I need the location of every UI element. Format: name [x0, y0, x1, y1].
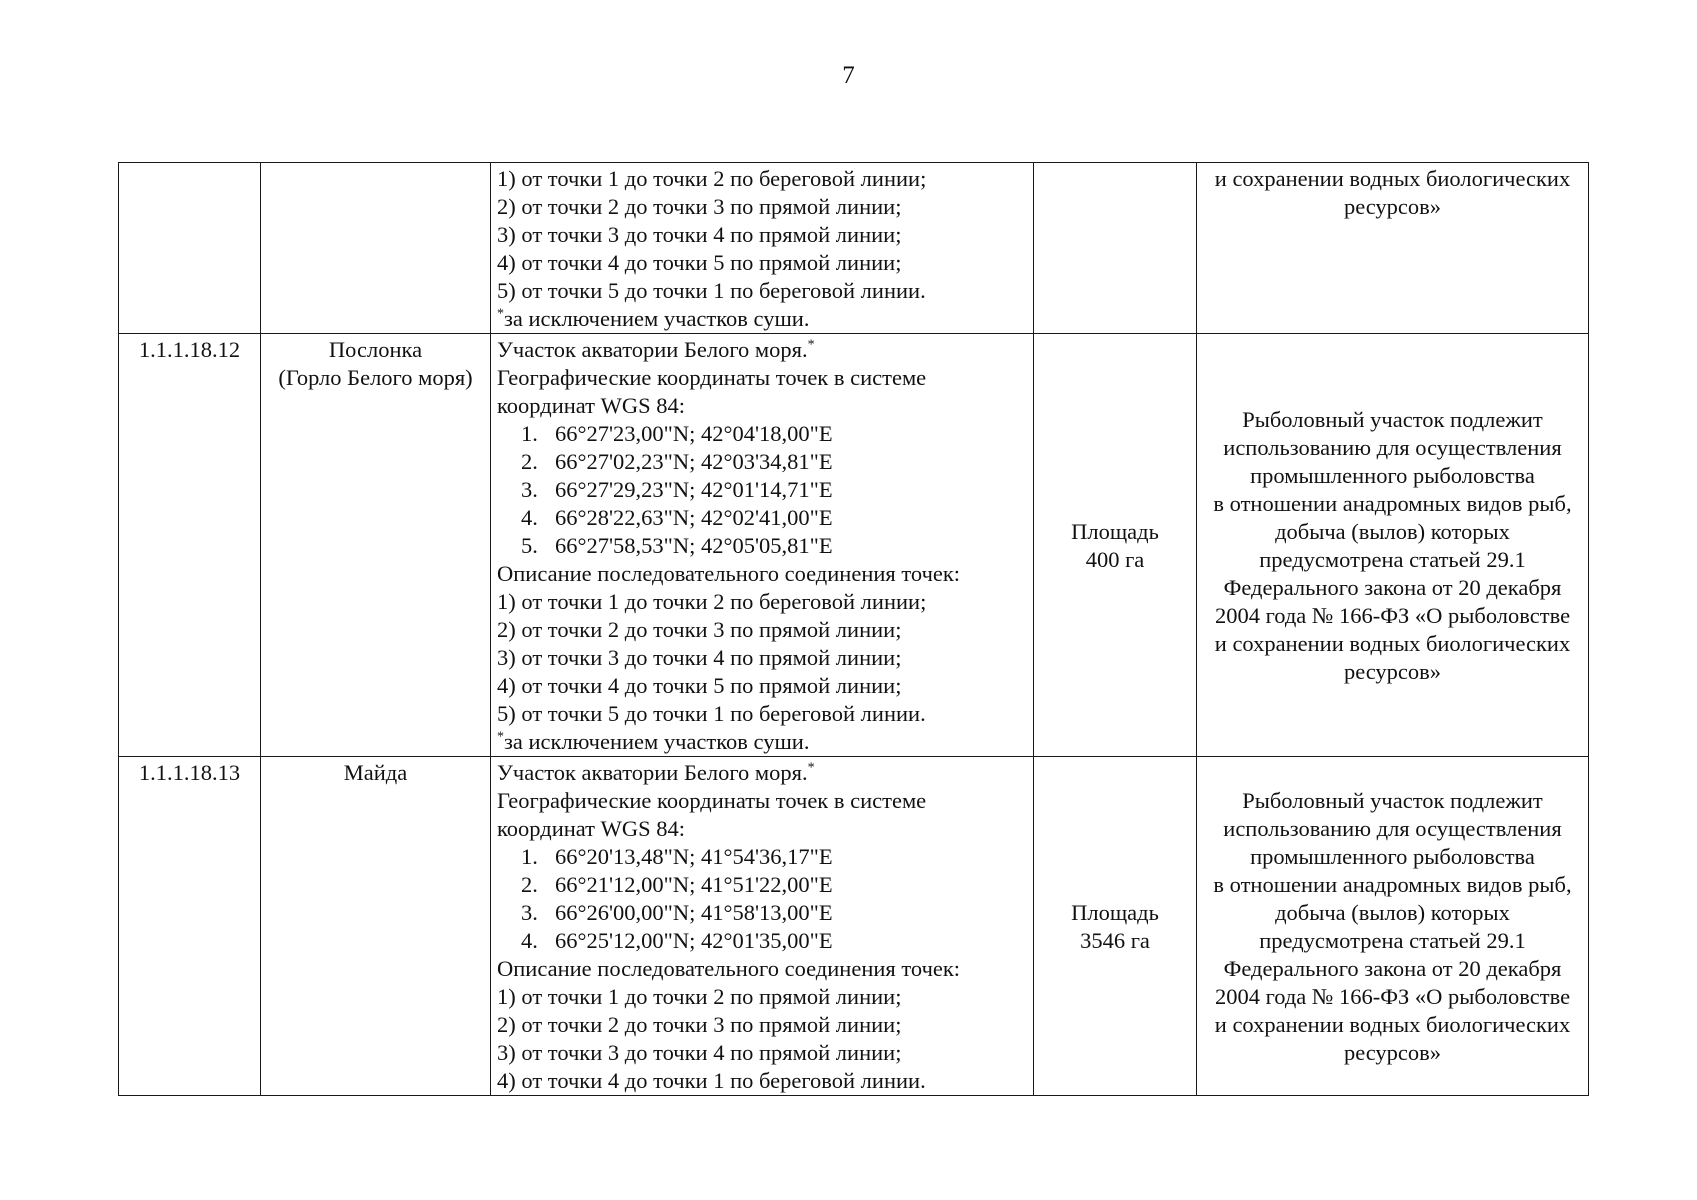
connection-title: Описание последовательного соединения точек:	[497, 561, 961, 586]
coords-intro: координат WGS 84:	[497, 816, 686, 841]
note-line: предусмотрена статьей 29.1	[1259, 928, 1526, 953]
footnote-line	[497, 305, 1027, 333]
note-line: промышленного рыболовства	[1250, 463, 1535, 488]
area-header: Участок акватории Белого моря.*	[497, 760, 815, 785]
connection-line: 2) от точки 2 до точки 3 по прямой линии;	[497, 194, 902, 219]
note-line: и сохранении водных биологических	[1214, 1012, 1571, 1037]
note-line: в отношении анадромных видов рыб,	[1213, 491, 1572, 516]
note-line: Рыболовный участок подлежит	[1242, 788, 1543, 813]
area-name: Майда	[343, 760, 408, 785]
coordinate-point: 1. 66°27'23,00"N; 42°04'18,00"E	[521, 421, 833, 446]
footnote-text: за исключением участков суши.	[504, 729, 810, 754]
area-cell	[1034, 163, 1197, 334]
description-cell	[491, 334, 1034, 757]
connection-line: 1) от точки 1 до точки 2 по береговой линии;	[497, 166, 927, 191]
row-number: 1.1.1.18.13	[119, 757, 261, 1096]
note-line: 2004 года № 166-ФЗ «О рыболовстве	[1214, 984, 1571, 1009]
coordinate-point: 4. 66°25'12,00"N; 42°01'35,00"E	[521, 928, 833, 953]
note-cell	[1197, 757, 1589, 1096]
connection-line: 4) от точки 4 до точки 1 по береговой линии.	[497, 1068, 926, 1093]
note-line: ресурсов»	[1343, 1040, 1442, 1065]
coordinate-point: 3. 66°27'29,23"N; 42°01'14,71"E	[521, 477, 833, 502]
connection-line: 2) от точки 2 до точки 3 по прямой линии;	[497, 1012, 902, 1037]
note-cell	[1197, 334, 1589, 757]
area-name-cell	[261, 757, 491, 1096]
connection-line: 2) от точки 2 до точки 3 по прямой линии;	[497, 617, 902, 642]
footnote-mark: *	[497, 306, 504, 322]
page-number: 7	[842, 62, 855, 89]
note-cell	[1197, 163, 1589, 334]
footnote-mark: *	[807, 760, 815, 776]
note-line: Рыболовный участок подлежит	[1242, 407, 1543, 432]
note-line: и сохранении водных биологических	[1214, 631, 1571, 656]
area-value: 3546 га	[1080, 928, 1150, 953]
table-row-poslonka	[119, 334, 1589, 757]
coords-intro: координат WGS 84:	[497, 393, 686, 418]
area-name-cell	[261, 163, 491, 334]
table-row-continuation	[119, 163, 1589, 334]
note-line: в отношении анадромных видов рыб,	[1213, 872, 1572, 897]
row-number-cell	[119, 163, 261, 334]
coords-intro: Географические координаты точек в системе	[497, 365, 927, 390]
coordinate-point: 2. 66°27'02,23"N; 42°03'34,81"E	[521, 449, 833, 474]
footnote-mark: *	[497, 729, 504, 745]
connection-line: 5) от точки 5 до точки 1 по береговой линии.	[497, 278, 926, 303]
area-name-cell	[261, 334, 491, 757]
connection-line: 3) от точки 3 до точки 4 по прямой линии;	[497, 1040, 902, 1065]
note-line: ресурсов»	[1343, 659, 1442, 684]
coordinate-point: 3. 66°26'00,00"N; 41°58'13,00"E	[521, 900, 833, 925]
connection-line: 5) от точки 5 до точки 1 по береговой линии.	[497, 701, 926, 726]
connection-line: 4) от точки 4 до точки 5 по прямой линии;	[497, 673, 902, 698]
note-line: Федерального закона от 20 декабря	[1223, 956, 1562, 981]
coordinate-point: 4. 66°28'22,63"N; 42°02'41,00"E	[521, 505, 833, 530]
connection-line: 1) от точки 1 до точки 2 по прямой линии;	[497, 984, 902, 1009]
description-cell	[491, 757, 1034, 1096]
note-line: 2004 года № 166-ФЗ «О рыболовстве	[1214, 603, 1571, 628]
footnote-text: за исключением участков суши.	[504, 306, 810, 331]
note-line: Федерального закона от 20 декабря	[1223, 575, 1562, 600]
row-number: 1.1.1.18.12	[119, 334, 261, 757]
description-cell	[491, 163, 1034, 334]
footnote-line	[497, 728, 1027, 756]
note-line: и сохранении водных биологических	[1214, 166, 1571, 191]
connection-line: 3) от точки 3 до точки 4 по прямой линии;	[497, 222, 902, 247]
table-row-maida	[119, 757, 1589, 1096]
area-header: Участок акватории Белого моря.*	[497, 337, 815, 362]
coordinate-point: 5. 66°27'58,53"N; 42°05'05,81"E	[521, 533, 833, 558]
note-line: промышленного рыболовства	[1250, 844, 1535, 869]
note-line: предусмотрена статьей 29.1	[1259, 547, 1526, 572]
note-line: использованию для осуществления	[1223, 435, 1562, 460]
note-line: добыча (вылов) которых	[1275, 900, 1510, 925]
note-line: использованию для осуществления	[1223, 816, 1562, 841]
area-value: 400 га	[1085, 547, 1145, 572]
coords-intro: Географические координаты точек в системе	[497, 788, 927, 813]
area-label: Площадь	[1071, 900, 1159, 925]
connection-line: 4) от точки 4 до точки 5 по прямой линии;	[497, 250, 902, 275]
area-name-alt: (Горло Белого моря)	[278, 365, 473, 390]
fishing-areas-table	[118, 162, 1589, 1096]
area-label: Площадь	[1071, 519, 1159, 544]
connection-title: Описание последовательного соединения точек:	[497, 956, 961, 981]
coordinate-point: 2. 66°21'12,00"N; 41°51'22,00"E	[521, 872, 833, 897]
coordinate-point: 1. 66°20'13,48"N; 41°54'36,17"E	[521, 844, 833, 869]
area-cell	[1034, 757, 1197, 1096]
area-cell	[1034, 334, 1197, 757]
note-line: добыча (вылов) которых	[1275, 519, 1510, 544]
note-line: ресурсов»	[1343, 194, 1442, 219]
connection-line: 1) от точки 1 до точки 2 по береговой линии;	[497, 589, 927, 614]
area-name: Послонка	[328, 337, 423, 362]
footnote-mark: *	[807, 337, 815, 353]
connection-line: 3) от точки 3 до точки 4 по прямой линии;	[497, 645, 902, 670]
